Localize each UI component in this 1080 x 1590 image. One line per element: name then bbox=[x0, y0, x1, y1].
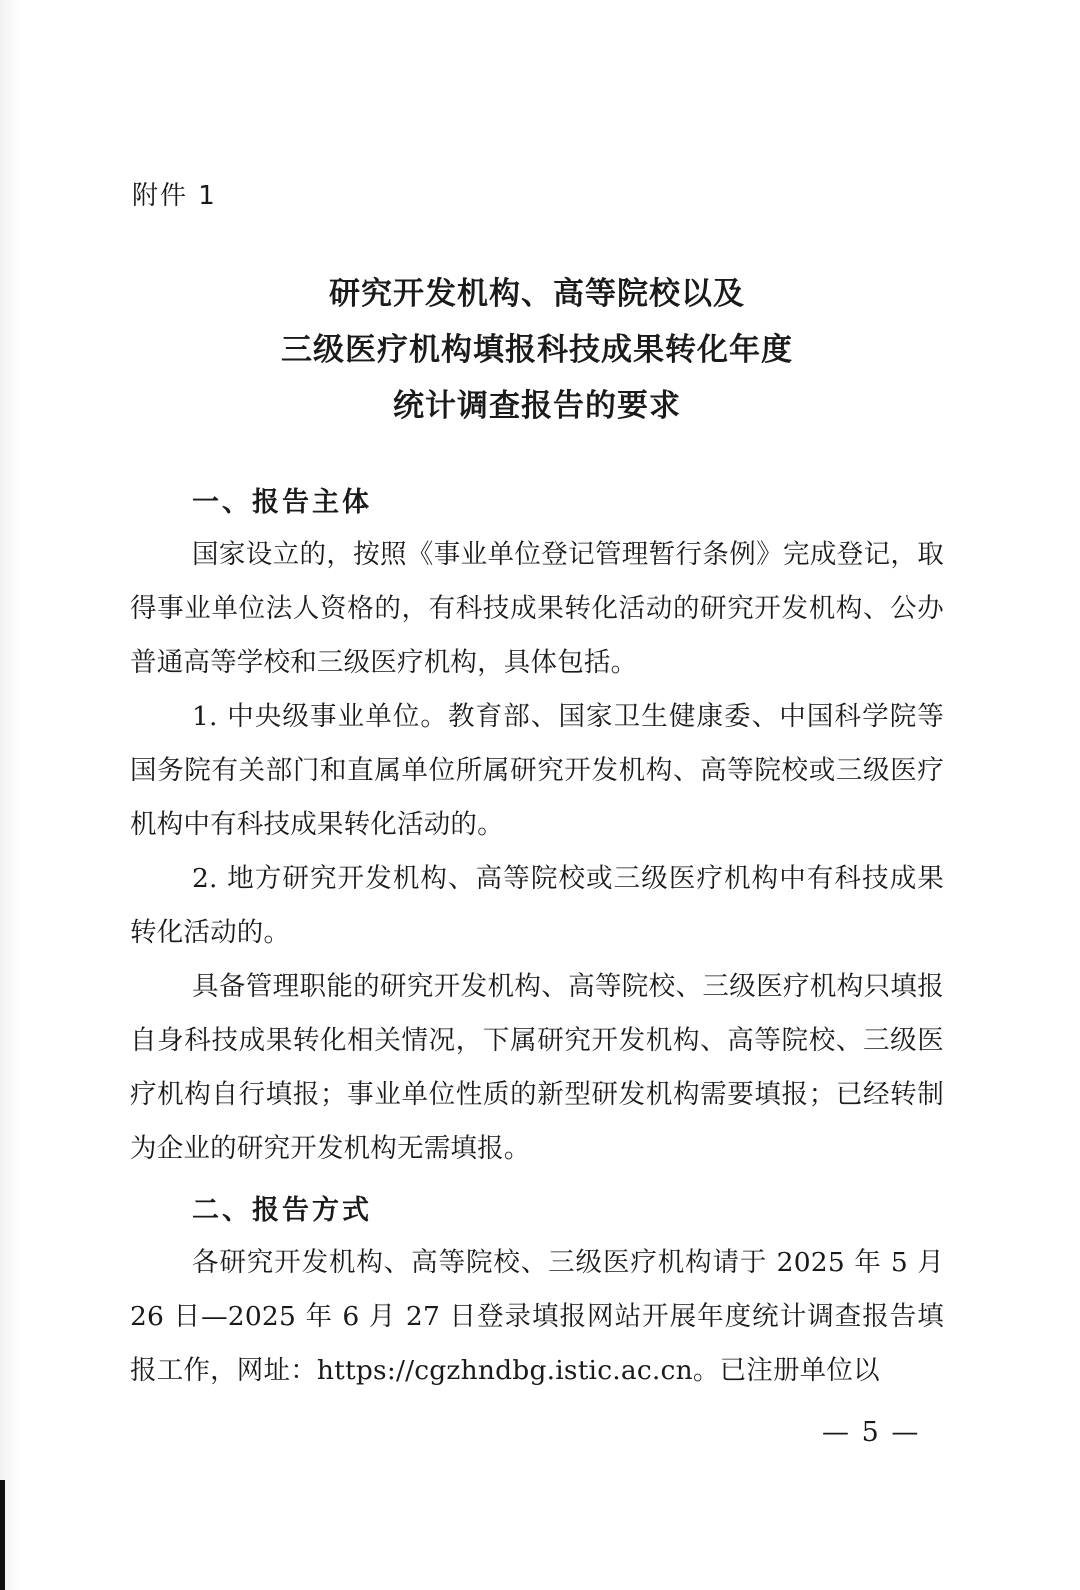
title-line-1: 研究开发机构、高等院校以及 bbox=[329, 276, 745, 312]
title-line-2: 三级医疗机构填报科技成果转化年度 bbox=[281, 332, 793, 368]
section-heading-2: 二、报告方式 bbox=[192, 1195, 372, 1226]
scan-page-edge bbox=[0, 0, 22, 1590]
paragraph-item-1: 1. 中央级事业单位。教育部、国家卫生健康委、中国科学院等国务院有关部门和直属单位所属研究开发机构、高等院校或三级医疗机构中有科技成果转化活动的。 bbox=[130, 701, 944, 840]
attachment-label: 附件 1 bbox=[132, 181, 217, 211]
title-line-3: 统计调查报告的要求 bbox=[393, 388, 681, 424]
document-page bbox=[130, 0, 944, 1590]
paragraph-item-2: 2. 地方研究开发机构、高等院校或三级医疗机构中有科技成果转化活动的。 bbox=[130, 863, 944, 948]
paragraph-scope: 国家设立的，按照《事业单位登记管理暂行条例》完成登记，取得事业单位法人资格的，有科技成果转化活动的研究开发机构、公办普通高等学校和三级医疗机构，具体包括。 bbox=[130, 539, 944, 678]
paragraph-reporting-method: 各研究开发机构、高等院校、三级医疗机构请于 2025 年 5 月 26 日—2025 年 6 月 27 日登录填报网站开展年度统计调查报告填报工作，网址：https://cgzhndbg.istic.ac.cn。已注册单位以 bbox=[130, 1247, 944, 1386]
page-number: — 5 — bbox=[822, 1417, 921, 1448]
scan-binding-mark bbox=[0, 1480, 5, 1590]
document-title bbox=[130, 266, 944, 434]
section-heading-1: 一、报告主体 bbox=[192, 487, 372, 518]
paragraph-management: 具备管理职能的研究开发机构、高等院校、三级医疗机构只填报自身科技成果转化相关情况，下属研究开发机构、高等院校、三级医疗机构自行填报；事业单位性质的新型研发机构需要填报；已经转制为企业的研究开发机构无需填报。 bbox=[130, 971, 944, 1164]
